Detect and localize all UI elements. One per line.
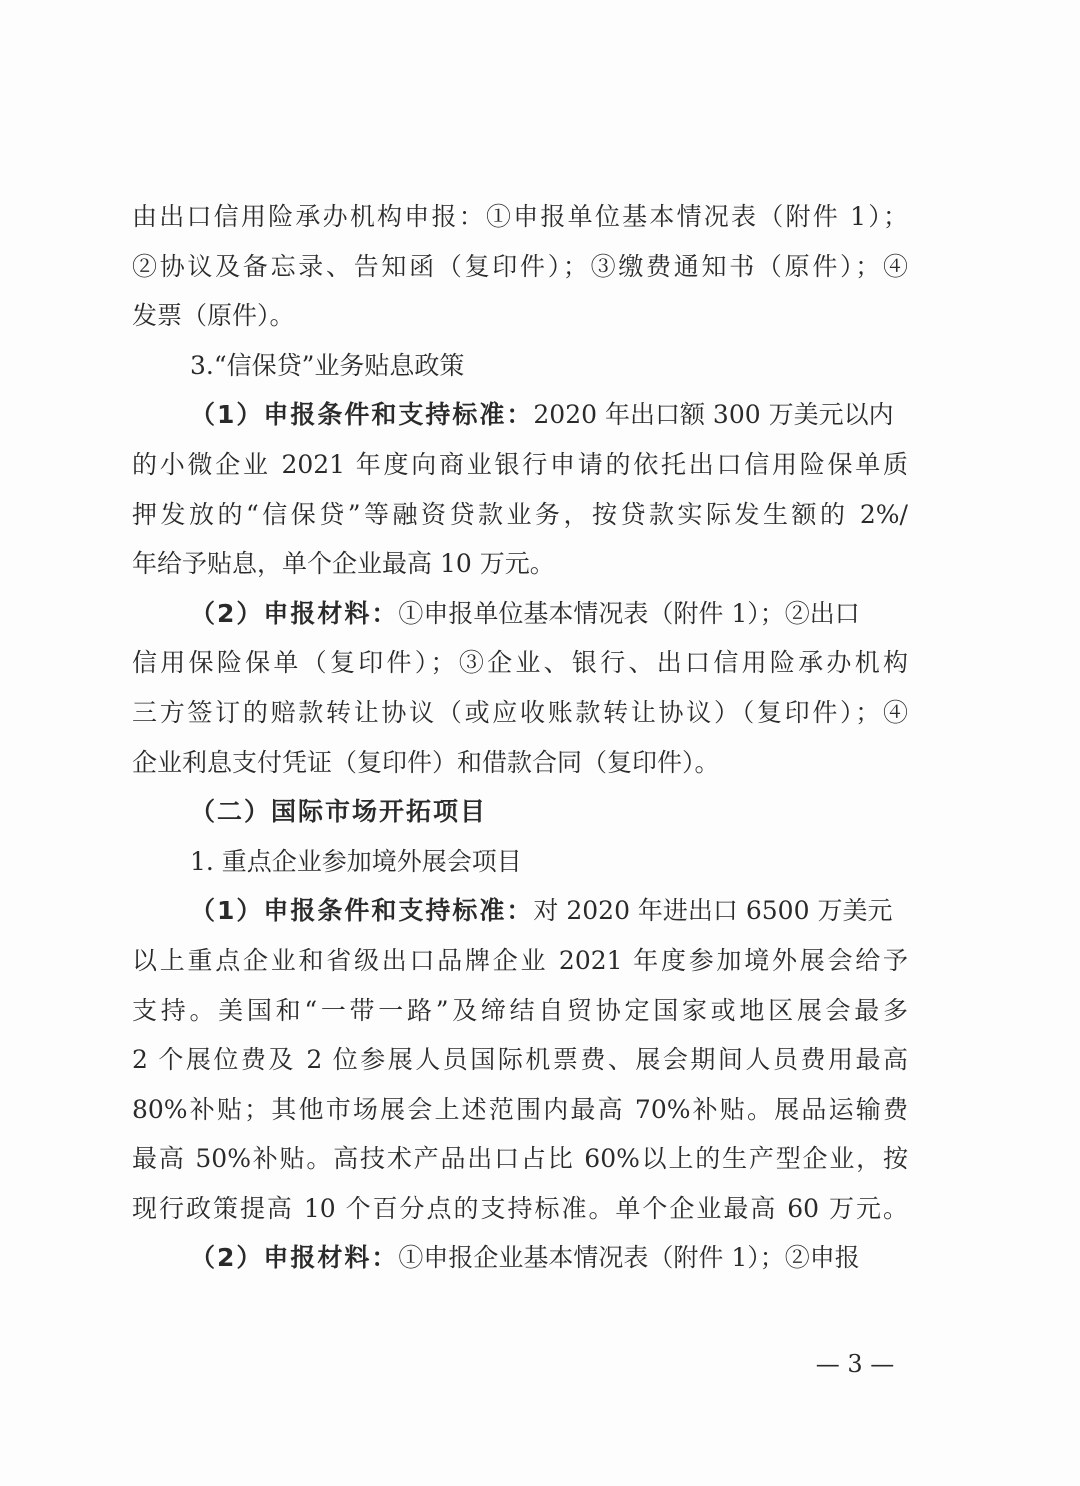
heading-text: （二）国际市场开拓项目: [190, 797, 488, 827]
section-heading: [132, 341, 908, 391]
subheading-label: （1）申报条件和支持标准：: [190, 400, 534, 430]
paragraph-line: [132, 589, 908, 639]
page-number: — 3 —: [815, 1350, 895, 1378]
paragraph-line: [132, 440, 908, 490]
paragraph-line: [132, 291, 908, 341]
paragraph-line: [132, 390, 908, 440]
line-text: 2 个展位费及 2 位参展人员国际机票费、展会期间人员费用最高: [132, 1045, 908, 1075]
paragraph-line: [132, 738, 908, 788]
section-heading: [132, 837, 908, 887]
document-body: [132, 192, 908, 1283]
line-text: 年给予贴息，单个企业最高 10 万元。: [132, 549, 555, 579]
paragraph-line: [132, 1184, 908, 1234]
paragraph-line: [132, 192, 908, 242]
line-text: 企业利息支付凭证（复印件）和借款合同（复印件）。: [132, 747, 720, 777]
subheading-label: （2）申报材料：: [190, 598, 399, 628]
heading-text: 1. 重点企业参加境外展会项目: [190, 846, 522, 876]
paragraph-line: [132, 886, 908, 936]
line-text: 三方签订的赔款转让协议（或应收账款转让协议）（复印件）；④: [132, 697, 908, 727]
line-text: 发票（原件）。: [132, 301, 295, 331]
paragraph-line: [132, 1233, 908, 1283]
paragraph-line: [132, 986, 908, 1036]
line-text: 支持。美国和“一带一路”及缔结自贸协定国家或地区展会最多: [132, 995, 908, 1025]
paragraph-line: [132, 688, 908, 738]
line-text: ①申报企业基本情况表（附件 1）；②申报: [398, 1243, 860, 1273]
line-text: 信用保险保单（复印件）；③企业、银行、出口信用险承办机构: [132, 648, 908, 678]
line-text: 以上重点企业和省级出口品牌企业 2021 年度参加境外展会给予: [132, 945, 908, 975]
paragraph-line: [132, 1085, 908, 1135]
line-text: 对 2020 年进出口 6500 万美元: [533, 896, 893, 926]
subheading-label: （2）申报材料：: [190, 1243, 399, 1273]
line-text: ②协议及备忘录、告知函（复印件）；③缴费通知书（原件）；④: [132, 251, 908, 281]
line-text: 80%补贴；其他市场展会上述范围内最高 70%补贴。展品运输费: [132, 1094, 908, 1124]
line-text: 押发放的“信保贷”等融资贷款业务，按贷款实际发生额的 2%/: [132, 499, 908, 529]
line-text: 现行政策提高 10 个百分点的支持标准。单个企业最高 60 万元。: [132, 1193, 908, 1223]
paragraph-line: [132, 490, 908, 540]
paragraph-line: [132, 1134, 908, 1184]
line-text: 2020 年出口额 300 万美元以内: [533, 400, 894, 430]
paragraph-line: [132, 936, 908, 986]
section-heading: [132, 787, 908, 837]
paragraph-line: [132, 539, 908, 589]
paragraph-line: [132, 242, 908, 292]
line-text: 的小微企业 2021 年度向商业银行申请的依托出口信用险保单质: [132, 449, 908, 479]
line-text: ①申报单位基本情况表（附件 1）；②出口: [398, 598, 860, 628]
heading-text: 3.“信保贷”业务贴息政策: [190, 350, 465, 380]
line-text: 由出口信用险承办机构申报：①申报单位基本情况表（附件 1）；: [132, 202, 908, 231]
paragraph-line: [132, 638, 908, 688]
line-text: 最高 50%补贴。高技术产品出口占比 60%以上的生产型企业，按: [132, 1144, 908, 1174]
paragraph-line: [132, 1035, 908, 1085]
subheading-label: （1）申报条件和支持标准：: [190, 896, 534, 926]
